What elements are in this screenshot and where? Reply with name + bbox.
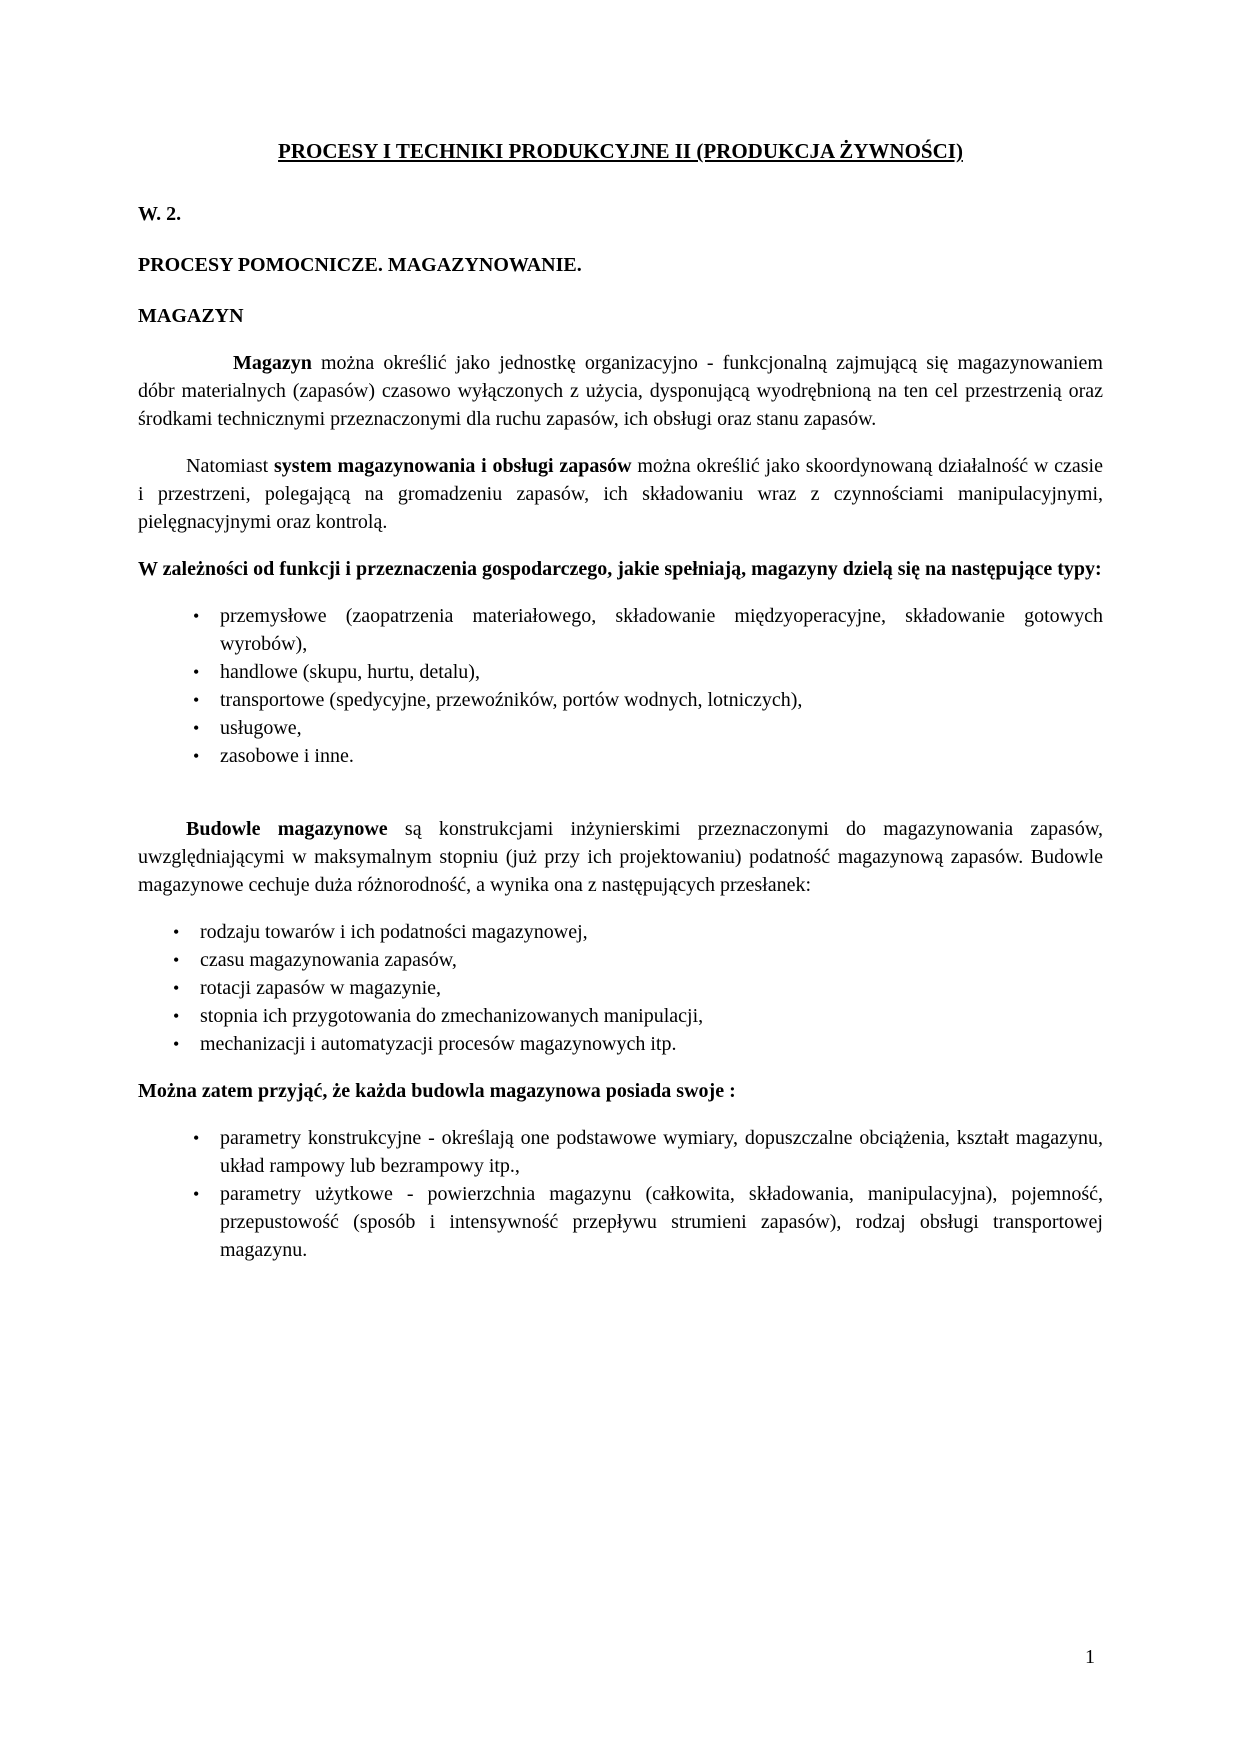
list-item: [193, 602, 1103, 658]
paragraph-magazyn-definition: [138, 349, 1103, 433]
list-item: [193, 686, 1103, 714]
list-parameters: [138, 1124, 1103, 1264]
paragraph-budowle: [138, 815, 1103, 899]
list-item: [193, 1124, 1103, 1180]
bullet-icon: •: [193, 1184, 200, 1204]
list-item-text: rodzaju towarów i ich podatności magazynowej,: [200, 921, 588, 943]
paragraph-text: można określić jako jednostkę organizacyjno - funkcjonalną zajmującą się magazynowaniem dóbr materialnych (zapasów) czasowo wyłączonych z użycia, dysponującą wyodrębnioną na ten cel przestrzenią oraz środkami technicznymi przeznaczonymi dla ruchu zapasów, ich obsługi oraz stanu zapasów.: [138, 352, 1103, 430]
list-warehouse-types: [138, 602, 1103, 770]
list-item-text: parametry użytkowe - powierzchnia magazynu (całkowita, składowania, manipulacyjna), pojemność, przepustowość (sposób i intensywność przepływu strumieni zapasów), rodzaj obsługi transportowej magazynu.: [220, 1183, 1103, 1261]
heading-warehouse-types: W zależności od funkcji i przeznaczenia gospodarczego, jakie spełniają, magazyny dzielą się na następujące typy:: [138, 558, 1102, 580]
list-item-text: przemysłowe (zaopatrzenia materiałowego, składowanie międzyoperacyjne, składowanie gotowych wyrobów),: [220, 605, 1103, 655]
list-item: [193, 658, 1103, 686]
list-item-text: parametry konstrukcyjne - określają one podstawowe wymiary, dopuszczalne obciążenia, kształt magazynu, układ rampowy lub bezrampowy itp.,: [220, 1127, 1103, 1177]
list-item: [193, 742, 1103, 770]
bullet-icon: •: [193, 662, 200, 682]
bullet-icon: •: [193, 690, 200, 710]
list-item: [173, 946, 1103, 974]
paragraph-text: są konstrukcjami inżynierskimi przeznaczonymi do magazynowania zapasów, uwzględniającymi w maksymalnym stopniu (już przy ich projektowaniu) podatność magazynową zapasów. Budowle magazynowe cechuje duża różnorodność, a wynika ona z następujących przesłanek:: [138, 818, 1103, 896]
bullet-icon: •: [173, 1034, 180, 1054]
paragraph-system-definition: [138, 452, 1103, 536]
list-item-text: rotacji zapasów w magazynie,: [200, 977, 442, 999]
list-item: [173, 918, 1103, 946]
list-item-text: mechanizacji i automatyzacji procesów magazynowych itp.: [200, 1033, 677, 1055]
paragraph-text: Natomiast: [186, 455, 274, 477]
document-title: PROCESY I TECHNIKI PRODUKCYJNE II (PRODUKCJA ŻYWNOŚCI): [278, 139, 963, 163]
list-item-text: transportowe (spedycyjne, przewoźników, portów wodnych, lotniczych),: [220, 689, 803, 711]
list-item: [193, 714, 1103, 742]
list-item-text: usługowe,: [220, 717, 302, 739]
bullet-icon: •: [193, 1128, 200, 1148]
paragraph-mid-bold: system magazynowania i obsługi zapasów: [274, 455, 632, 477]
subsection-title: MAGAZYN: [138, 305, 244, 327]
heading-parameters: Można zatem przyjąć, że każda budowla magazynowa posiada swoje :: [138, 1080, 736, 1102]
list-item-text: handlowe (skupu, hurtu, detalu),: [220, 661, 480, 683]
bullet-icon: •: [173, 922, 180, 942]
list-item: [173, 1030, 1103, 1058]
bullet-icon: •: [173, 978, 180, 998]
lecture-number: W. 2.: [138, 203, 182, 225]
paragraph-text: można określić jako skoordynowaną działalność w czasie i przestrzeni, polegającą na gromadzeniu zapasów, ich składowaniu wraz z czynnościami manipulacyjnymi, pielęgnacyjnymi oraz kontrolą.: [138, 455, 1103, 533]
list-premises: [138, 918, 1103, 1058]
list-item-text: stopnia ich przygotowania do zmechanizowanych manipulacji,: [200, 1005, 704, 1027]
bullet-icon: •: [193, 606, 200, 626]
paragraph-lead-bold: Budowle magazynowe: [186, 818, 388, 840]
list-item: [193, 1180, 1103, 1264]
page-number: 1: [1085, 1646, 1095, 1668]
bullet-icon: •: [173, 1006, 180, 1026]
paragraph-lead-bold: Magazyn: [233, 352, 312, 374]
list-item: [173, 974, 1103, 1002]
bullet-icon: •: [193, 718, 200, 738]
bullet-icon: •: [173, 950, 180, 970]
section-title: PROCESY POMOCNICZE. MAGAZYNOWANIE.: [138, 254, 582, 276]
list-item-text: zasobowe i inne.: [220, 745, 354, 767]
bullet-icon: •: [193, 746, 200, 766]
list-item-text: czasu magazynowania zapasów,: [200, 949, 457, 971]
list-item: [173, 1002, 1103, 1030]
